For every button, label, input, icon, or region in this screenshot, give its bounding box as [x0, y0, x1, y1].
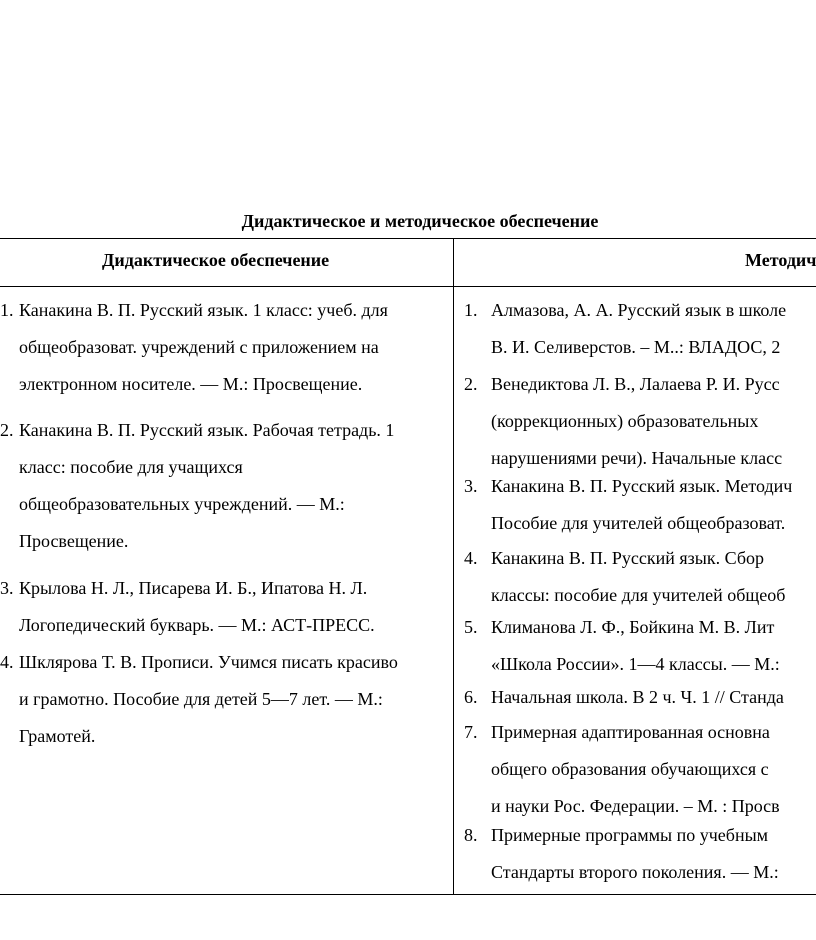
- methodical-item-1: 1. Алмазова, А. А. Русский язык в школе В. И. Селиверстов. – М..: ВЛАДОС, 2: [464, 300, 787, 357]
- item-number: 4.: [0, 652, 14, 672]
- right-column-header: Методич: [745, 250, 816, 270]
- methodical-item-3: 3. Канакина В. П. Русский язык. Методич Пособие для учителей общеобразоват.: [464, 476, 793, 533]
- methodical-item-5: 5. Климанова Л. Ф., Бойкина М. В. Лит «Школа России». 1—4 классы. — М.:: [464, 617, 780, 674]
- methodical-item-6: 6. Начальная школа. В 2 ч. Ч. 1 // Станда: [464, 687, 784, 707]
- methodical-item-4: 4. Канакина В. П. Русский язык. Сбор классы: пособие для учителей общеоб: [464, 548, 786, 605]
- didactic-item-3: 3. Крылова Н. Л., Писарева И. Б., Ипатова Н. Л. Логопедический букварь. — М.: АСТ-ПРЕСС.: [0, 570, 445, 644]
- item-number: 1.: [0, 300, 14, 320]
- left-column-header: Дидактическое обеспечение: [102, 250, 330, 270]
- page-title: Дидактическое и методическое обеспечение: [241, 211, 599, 231]
- table-header-divider: [0, 286, 816, 287]
- methodical-item-7: 7. Примерная адаптированная основна общего образования обучающихся с и науки Рос. Федерации. – М. : Просв: [464, 722, 780, 816]
- item-number: 2.: [0, 420, 14, 440]
- table-top-border: [0, 238, 816, 239]
- didactic-item-2: 2. Канакина В. П. Русский язык. Рабочая тетрадь. 1 класс: пособие для учащихся общеобразовательных учреждений. — М.: Просвещение.: [0, 412, 445, 560]
- table-bottom-border: [0, 894, 816, 895]
- methodical-item-2: 2. Венедиктова Л. В., Лалаева Р. И. Русс (коррекционных) образовательных нарушениями речи). Начальные класс: [464, 374, 783, 468]
- didactic-item-4: 4. Шклярова Т. В. Прописи. Учимся писать красиво и грамотно. Пособие для детей 5—7 лет. — М.: Грамотей.: [0, 644, 445, 755]
- didactic-item-1: 1. Канакина В. П. Русский язык. 1 класс: учеб. для общеобразоват. учреждений с приложением на электронном носителе. — М.: Просвещение.: [0, 292, 445, 403]
- item-number: 3.: [0, 578, 14, 598]
- table-column-divider: [453, 238, 454, 895]
- methodical-item-8: 8. Примерные программы по учебным Стандарты второго поколения. — М.:: [464, 825, 779, 882]
